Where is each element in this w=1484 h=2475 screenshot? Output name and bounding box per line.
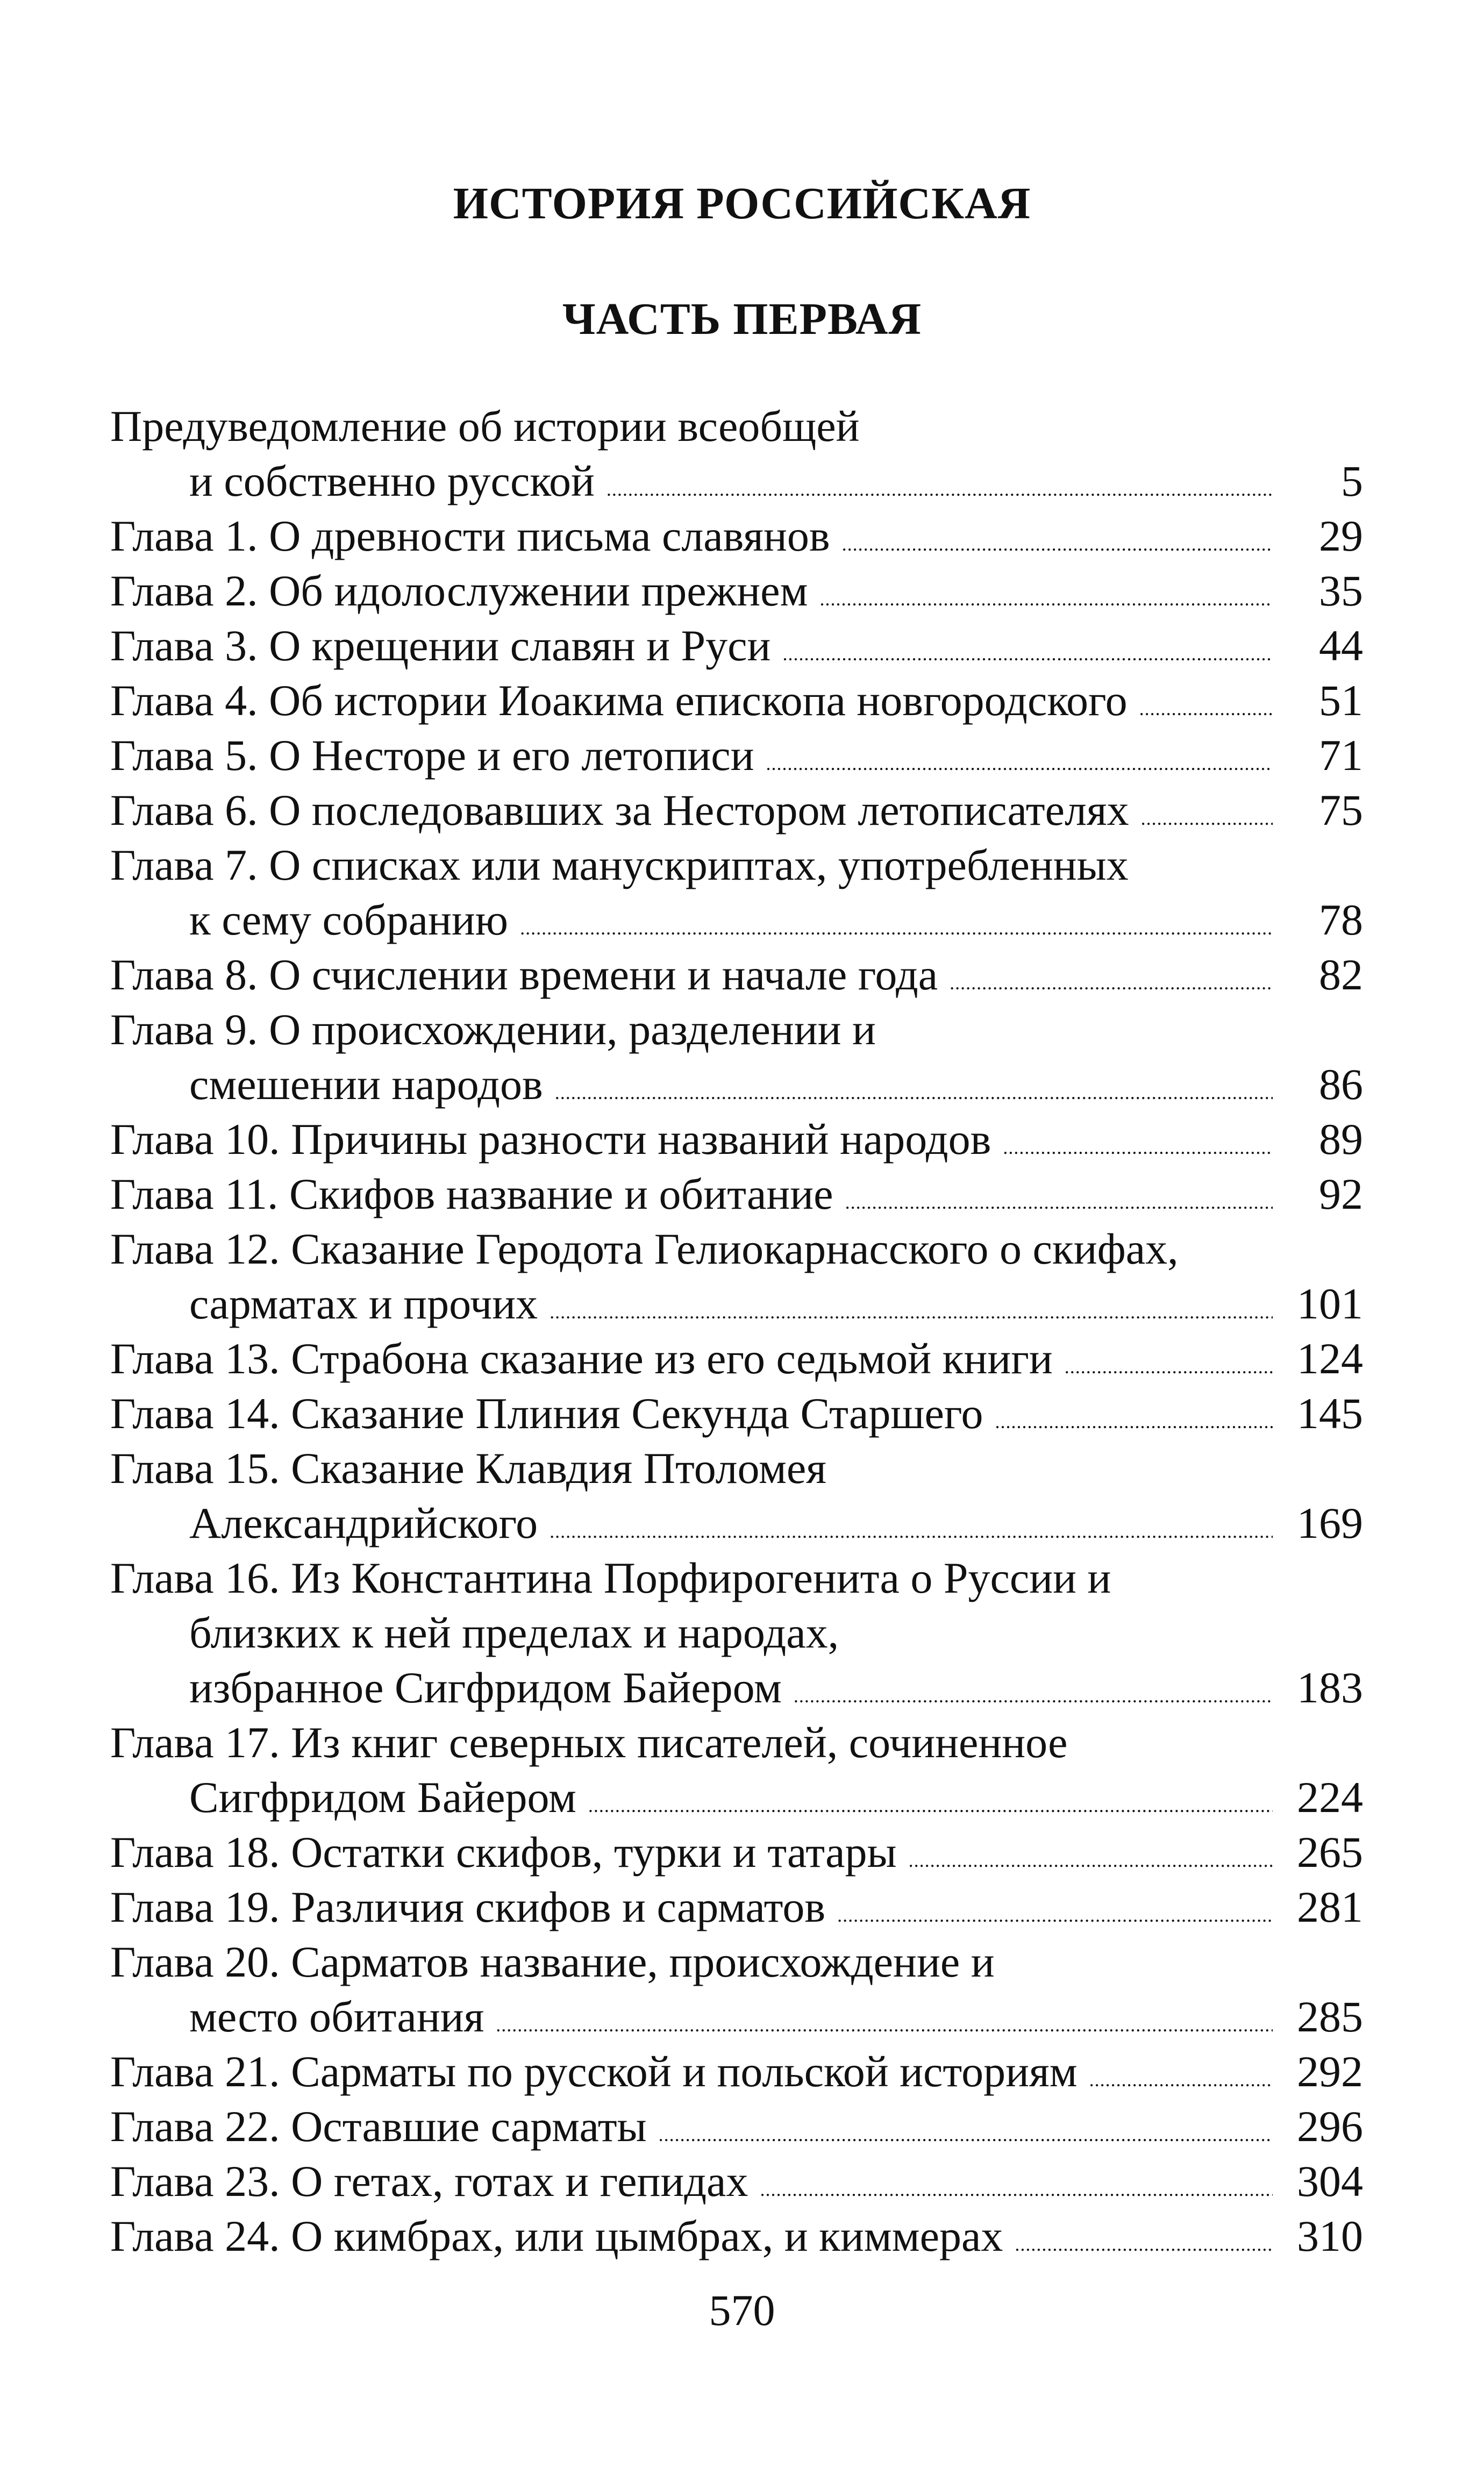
toc-entry (110, 1167, 1363, 1222)
toc-line (110, 1331, 1363, 1386)
toc-entry-title: избранное Сигфридом Байером (189, 1663, 782, 1712)
toc-entry (110, 2209, 1363, 2264)
toc-page-number: 224 (1297, 1773, 1363, 1822)
toc-page-number: 124 (1297, 1334, 1363, 1383)
toc-line (110, 1441, 1363, 1496)
dot-leader (496, 1989, 1273, 2044)
dot-leader (782, 618, 1273, 673)
toc-line (110, 728, 1363, 783)
toc-page-number: 304 (1297, 2157, 1363, 2206)
toc-entry-title: Глава 11. Скифов название и обитание (110, 1169, 833, 1218)
toc-entry (110, 673, 1363, 728)
part-title: ЧАСТЬ ПЕРВАЯ (562, 294, 922, 344)
toc-page-number: 145 (1297, 1389, 1363, 1438)
dot-leader (550, 1496, 1273, 1551)
toc-line (110, 1276, 1363, 1331)
toc-entry (110, 1880, 1363, 1935)
toc-entry (110, 1002, 1363, 1112)
toc-entry-title: Глава 2. Об идолослужении прежнем (110, 566, 808, 615)
dot-leader (550, 1276, 1273, 1331)
toc-line (110, 1222, 1363, 1276)
toc-entry-title: Александрийского (189, 1499, 538, 1547)
toc-line (110, 1770, 1363, 1825)
toc-entry-title: Глава 6. О последовавших за Нестором летописателях (110, 786, 1129, 834)
toc-entry-title: Глава 24. О кимбрах, или цымбрах, и киммерах (110, 2212, 1003, 2260)
toc-line (110, 1825, 1363, 1880)
toc-page-number: 86 (1319, 1060, 1363, 1109)
toc-entry (110, 1551, 1363, 1715)
toc-entry (110, 2044, 1363, 2099)
toc-entry (110, 2099, 1363, 2154)
toc-page-number: 310 (1297, 2212, 1363, 2260)
toc-page-number: 101 (1297, 1279, 1363, 1328)
toc-entry-title: Глава 4. Об истории Иоакима епископа новгородского (110, 676, 1128, 725)
toc-page-number: 281 (1297, 1882, 1363, 1931)
toc-line (110, 1606, 1363, 1660)
toc-entry (110, 838, 1363, 947)
toc-page-number: 183 (1297, 1663, 1363, 1712)
toc-line (110, 1935, 1363, 1989)
toc-entry (110, 1112, 1363, 1167)
toc-line (110, 399, 1363, 454)
toc-entry-title: Глава 5. О Несторе и его летописи (110, 731, 754, 780)
dot-leader (1089, 2044, 1273, 2099)
toc-entry (110, 1715, 1363, 1825)
dot-leader (555, 1057, 1273, 1112)
toc-entry (110, 728, 1363, 783)
toc-line (110, 509, 1363, 564)
toc-line (110, 1167, 1363, 1222)
dot-leader (760, 2154, 1273, 2209)
toc-line (110, 783, 1363, 838)
toc-page-number: 89 (1319, 1115, 1363, 1164)
toc-line (110, 2209, 1363, 2264)
toc-entry (110, 564, 1363, 618)
toc-entry-title: Глава 16. Из Константина Порфирогенита о Руссии и (110, 1553, 1111, 1602)
toc-entry-title: Глава 9. О происхождении, разделении и (110, 1005, 876, 1054)
toc-page-number: 78 (1319, 895, 1363, 944)
table-of-contents (110, 399, 1363, 2264)
dot-leader (607, 454, 1273, 509)
toc-entry (110, 947, 1363, 1002)
toc-entry (110, 1441, 1363, 1551)
page-number: 570 (709, 2286, 775, 2335)
toc-entry-title: Глава 13. Страбона сказание из его седьмой книги (110, 1334, 1053, 1383)
dot-leader (1141, 783, 1273, 838)
toc-line (110, 1057, 1363, 1112)
toc-page-number: 44 (1319, 621, 1363, 670)
dot-leader (1015, 2209, 1273, 2264)
toc-page-number: 35 (1319, 566, 1363, 615)
toc-entry (110, 509, 1363, 564)
toc-line (110, 564, 1363, 618)
toc-entry (110, 1386, 1363, 1441)
dot-leader (659, 2099, 1273, 2154)
toc-entry (110, 399, 1363, 509)
toc-entry-title: Глава 10. Причины разности названий народов (110, 1115, 991, 1164)
toc-entry-title: Глава 20. Сарматов название, происхождение и (110, 1937, 995, 1986)
toc-entry-title: Глава 7. О списках или манускриптах, употребленных (110, 840, 1129, 889)
toc-line (110, 1880, 1363, 1935)
toc-page-number: 265 (1297, 1828, 1363, 1877)
toc-page-number: 285 (1297, 1992, 1363, 2041)
toc-entry-title: близких к ней пределах и народах, (189, 1608, 839, 1657)
toc-page-number: 169 (1297, 1499, 1363, 1547)
toc-page-number: 29 (1319, 511, 1363, 560)
toc-entry-title: Глава 15. Сказание Клавдия Птоломея (110, 1444, 826, 1493)
toc-line (110, 673, 1363, 728)
toc-line (110, 893, 1363, 947)
toc-entry (110, 1331, 1363, 1386)
toc-entry-title: Глава 14. Сказание Плиния Секунда Старшего (110, 1389, 983, 1438)
dot-leader (1003, 1112, 1273, 1167)
toc-line (110, 1551, 1363, 1606)
dot-leader (794, 1660, 1273, 1715)
toc-entry-title: смешении народов (189, 1060, 543, 1109)
toc-entry-title: и собственно русской (189, 457, 595, 505)
dot-leader (766, 728, 1273, 783)
toc-page-number: 5 (1341, 457, 1363, 505)
toc-entry (110, 1935, 1363, 2044)
toc-line (110, 454, 1363, 509)
toc-page-number: 75 (1319, 786, 1363, 834)
toc-entry (110, 618, 1363, 673)
toc-line (110, 1989, 1363, 2044)
toc-entry-title: Предуведомление об истории всеобщей (110, 402, 860, 451)
toc-page-number: 296 (1297, 2102, 1363, 2151)
toc-line (110, 2154, 1363, 2209)
toc-line (110, 1112, 1363, 1167)
toc-entry-title: сарматах и прочих (189, 1279, 538, 1328)
toc-line (110, 947, 1363, 1002)
toc-page-number: 71 (1319, 731, 1363, 780)
toc-line (110, 1660, 1363, 1715)
toc-entry (110, 2154, 1363, 2209)
toc-page-number: 51 (1319, 676, 1363, 725)
toc-entry-title: Глава 12. Сказание Геродота Гелиокарнасского о скифах, (110, 1224, 1179, 1273)
book-title: ИСТОРИЯ РОССИЙСКАЯ (453, 179, 1031, 229)
dot-leader (1139, 673, 1273, 728)
dot-leader (520, 893, 1273, 947)
toc-line (110, 2044, 1363, 2099)
toc-entry (110, 1222, 1363, 1331)
toc-line (110, 838, 1363, 893)
toc-entry-title: Глава 3. О крещении славян и Руси (110, 621, 771, 670)
toc-entry-title: Глава 19. Различия скифов и сарматов (110, 1882, 826, 1931)
toc-line (110, 2099, 1363, 2154)
toc-line (110, 1002, 1363, 1057)
dot-leader (819, 564, 1273, 618)
toc-entry-title: Глава 8. О счислении времени и начале года (110, 950, 938, 999)
toc-line (110, 1715, 1363, 1770)
dot-leader (995, 1386, 1273, 1441)
dot-leader (588, 1770, 1273, 1825)
toc-entry-title: к сему собранию (189, 895, 509, 944)
toc-entry-title: Глава 18. Остатки скифов, турки и татары (110, 1828, 897, 1877)
toc-entry (110, 1825, 1363, 1880)
toc-entry-title: Сигфридом Байером (189, 1773, 576, 1822)
toc-entry-title: место обитания (189, 1992, 484, 2041)
toc-line (110, 1386, 1363, 1441)
dot-leader (837, 1880, 1273, 1935)
toc-entry-title: Глава 1. О древности письма славянов (110, 511, 830, 560)
dot-leader (950, 947, 1273, 1002)
dot-leader (909, 1825, 1273, 1880)
dot-leader (845, 1167, 1273, 1222)
toc-entry-title: Глава 22. Оставшие сарматы (110, 2102, 647, 2151)
toc-entry-title: Глава 17. Из книг северных писателей, сочиненное (110, 1718, 1068, 1767)
toc-entry-title: Глава 21. Сарматы по русской и польской историям (110, 2047, 1078, 2096)
toc-page-number: 292 (1297, 2047, 1363, 2096)
toc-entry (110, 783, 1363, 838)
dot-leader (1065, 1331, 1273, 1386)
toc-page-number: 82 (1319, 950, 1363, 999)
dot-leader (842, 509, 1273, 564)
toc-entry-title: Глава 23. О гетах, готах и гепидах (110, 2157, 748, 2206)
toc-line (110, 618, 1363, 673)
toc-line (110, 1496, 1363, 1551)
toc-page-number: 92 (1319, 1169, 1363, 1218)
